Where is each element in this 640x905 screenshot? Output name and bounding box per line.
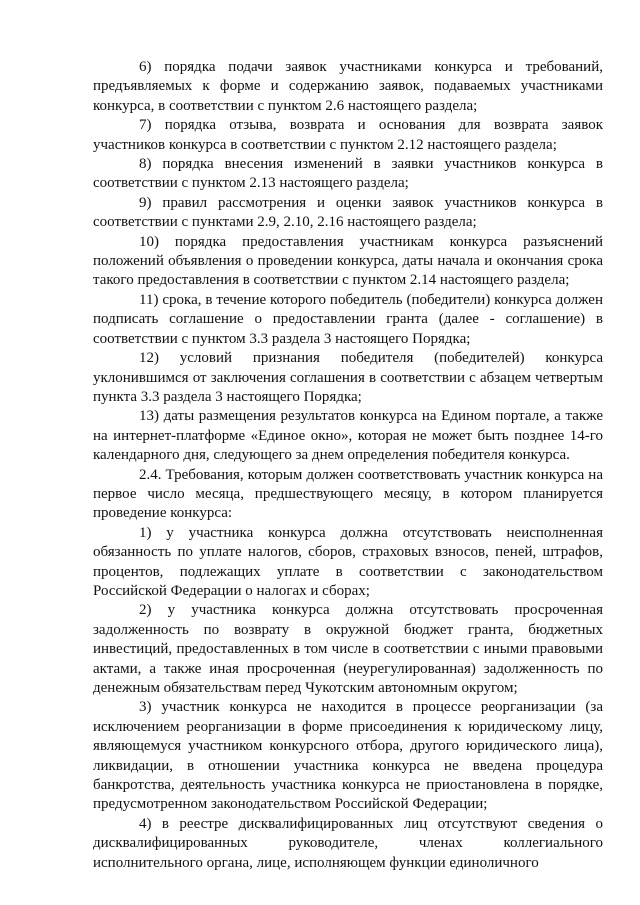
paragraph-item-10: 10) порядка предоставления участникам конкурса разъяснений положений объявления о проведении конкурса, даты начала и окончания срока такого предоставления в соответствии с пунктом 2.14 настоящего раздела;	[93, 233, 603, 289]
paragraph-item-6: 6) порядка подачи заявок участниками конкурса и требований, предъявляемых к форме и содержанию заявок, подаваемых участниками конкурса, в соответствии с пунктом 2.6 настоящего раздела;	[93, 59, 603, 114]
paragraph-item-13: 13) даты размещения результатов конкурса на Едином портале, а также на интернет-платформе «Единое окно», которая не может быть позднее 14-го календарного дня, следующего за днем определения победителя конкурса.	[93, 408, 603, 464]
paragraph-item-9: 9) правил рассмотрения и оценки заявок участников конкурса в соответствии с пунктами 2.9, 2.10, 2.16 настоящего раздела;	[93, 194, 603, 231]
section-2-4-heading-paragraph: 2.4. Требования, которым должен соответствовать участник конкурса на первое число месяца, предшествующего месяцу, в котором планируется проведение конкурса:	[93, 466, 603, 522]
paragraph-item-11: 11) срока, в течение которого победитель (победители) конкурса должен подписать соглашение о предоставлении гранта (далее - соглашение) в соответствии с пунктом 3.3 раздела 3 настоящего Порядка;	[93, 291, 603, 347]
requirement-item-1: 1) у участника конкурса должна отсутствовать неисполненная обязанность по уплате налогов, сборов, страховых взносов, пеней, штрафов, процентов, подлежащих уплате в соответствии с законодательством Российской Федерации о налогах и сборах;	[93, 524, 603, 599]
requirement-item-3: 3) участник конкурса не находится в процессе реорганизации (за исключением реорганизации в форме присоединения к юридическому лицу, являющемуся участником конкурсного отбора, другого юридического лица), ликвидации, в отношении участника конкурса не введена процедура банкротства, деятельность участника конкурса не приостановлена в порядке, предусмотренном законодательством Российской Федерации;	[93, 699, 603, 813]
document-page	[93, 58, 603, 873]
requirement-item-4: 4) в реестре дисквалифицированных лиц отсутствуют сведения о дисквалифицированных руководителе, членах коллегиального исполнительного органа, лице, исполняющем функции единоличного	[93, 815, 603, 871]
paragraph-item-7: 7) порядка отзыва, возврата и основания для возврата заявок участников конкурса в соответствии с пунктом 2.12 настоящего раздела;	[93, 117, 603, 153]
requirement-item-2: 2) у участника конкурса должна отсутствовать просроченная задолженность по возврату в окружной бюджет гранта, бюджетных инвестиций, предоставленных в том числе в соответствии с иными правовыми актами, а также иная просроченная (неурегулированная) задолженность по денежным обязательствам перед Чукотским автономным округом;	[93, 602, 603, 696]
paragraph-item-12: 12) условий признания победителя (победителей) конкурса уклонившимся от заключения соглашения в соответствии с абзацем четвертым пункта 3.3 раздела 3 настоящего Порядка;	[93, 350, 603, 405]
paragraph-item-8: 8) порядка внесения изменений в заявки участников конкурса в соответствии с пунктом 2.13 настоящего раздела;	[93, 156, 603, 192]
